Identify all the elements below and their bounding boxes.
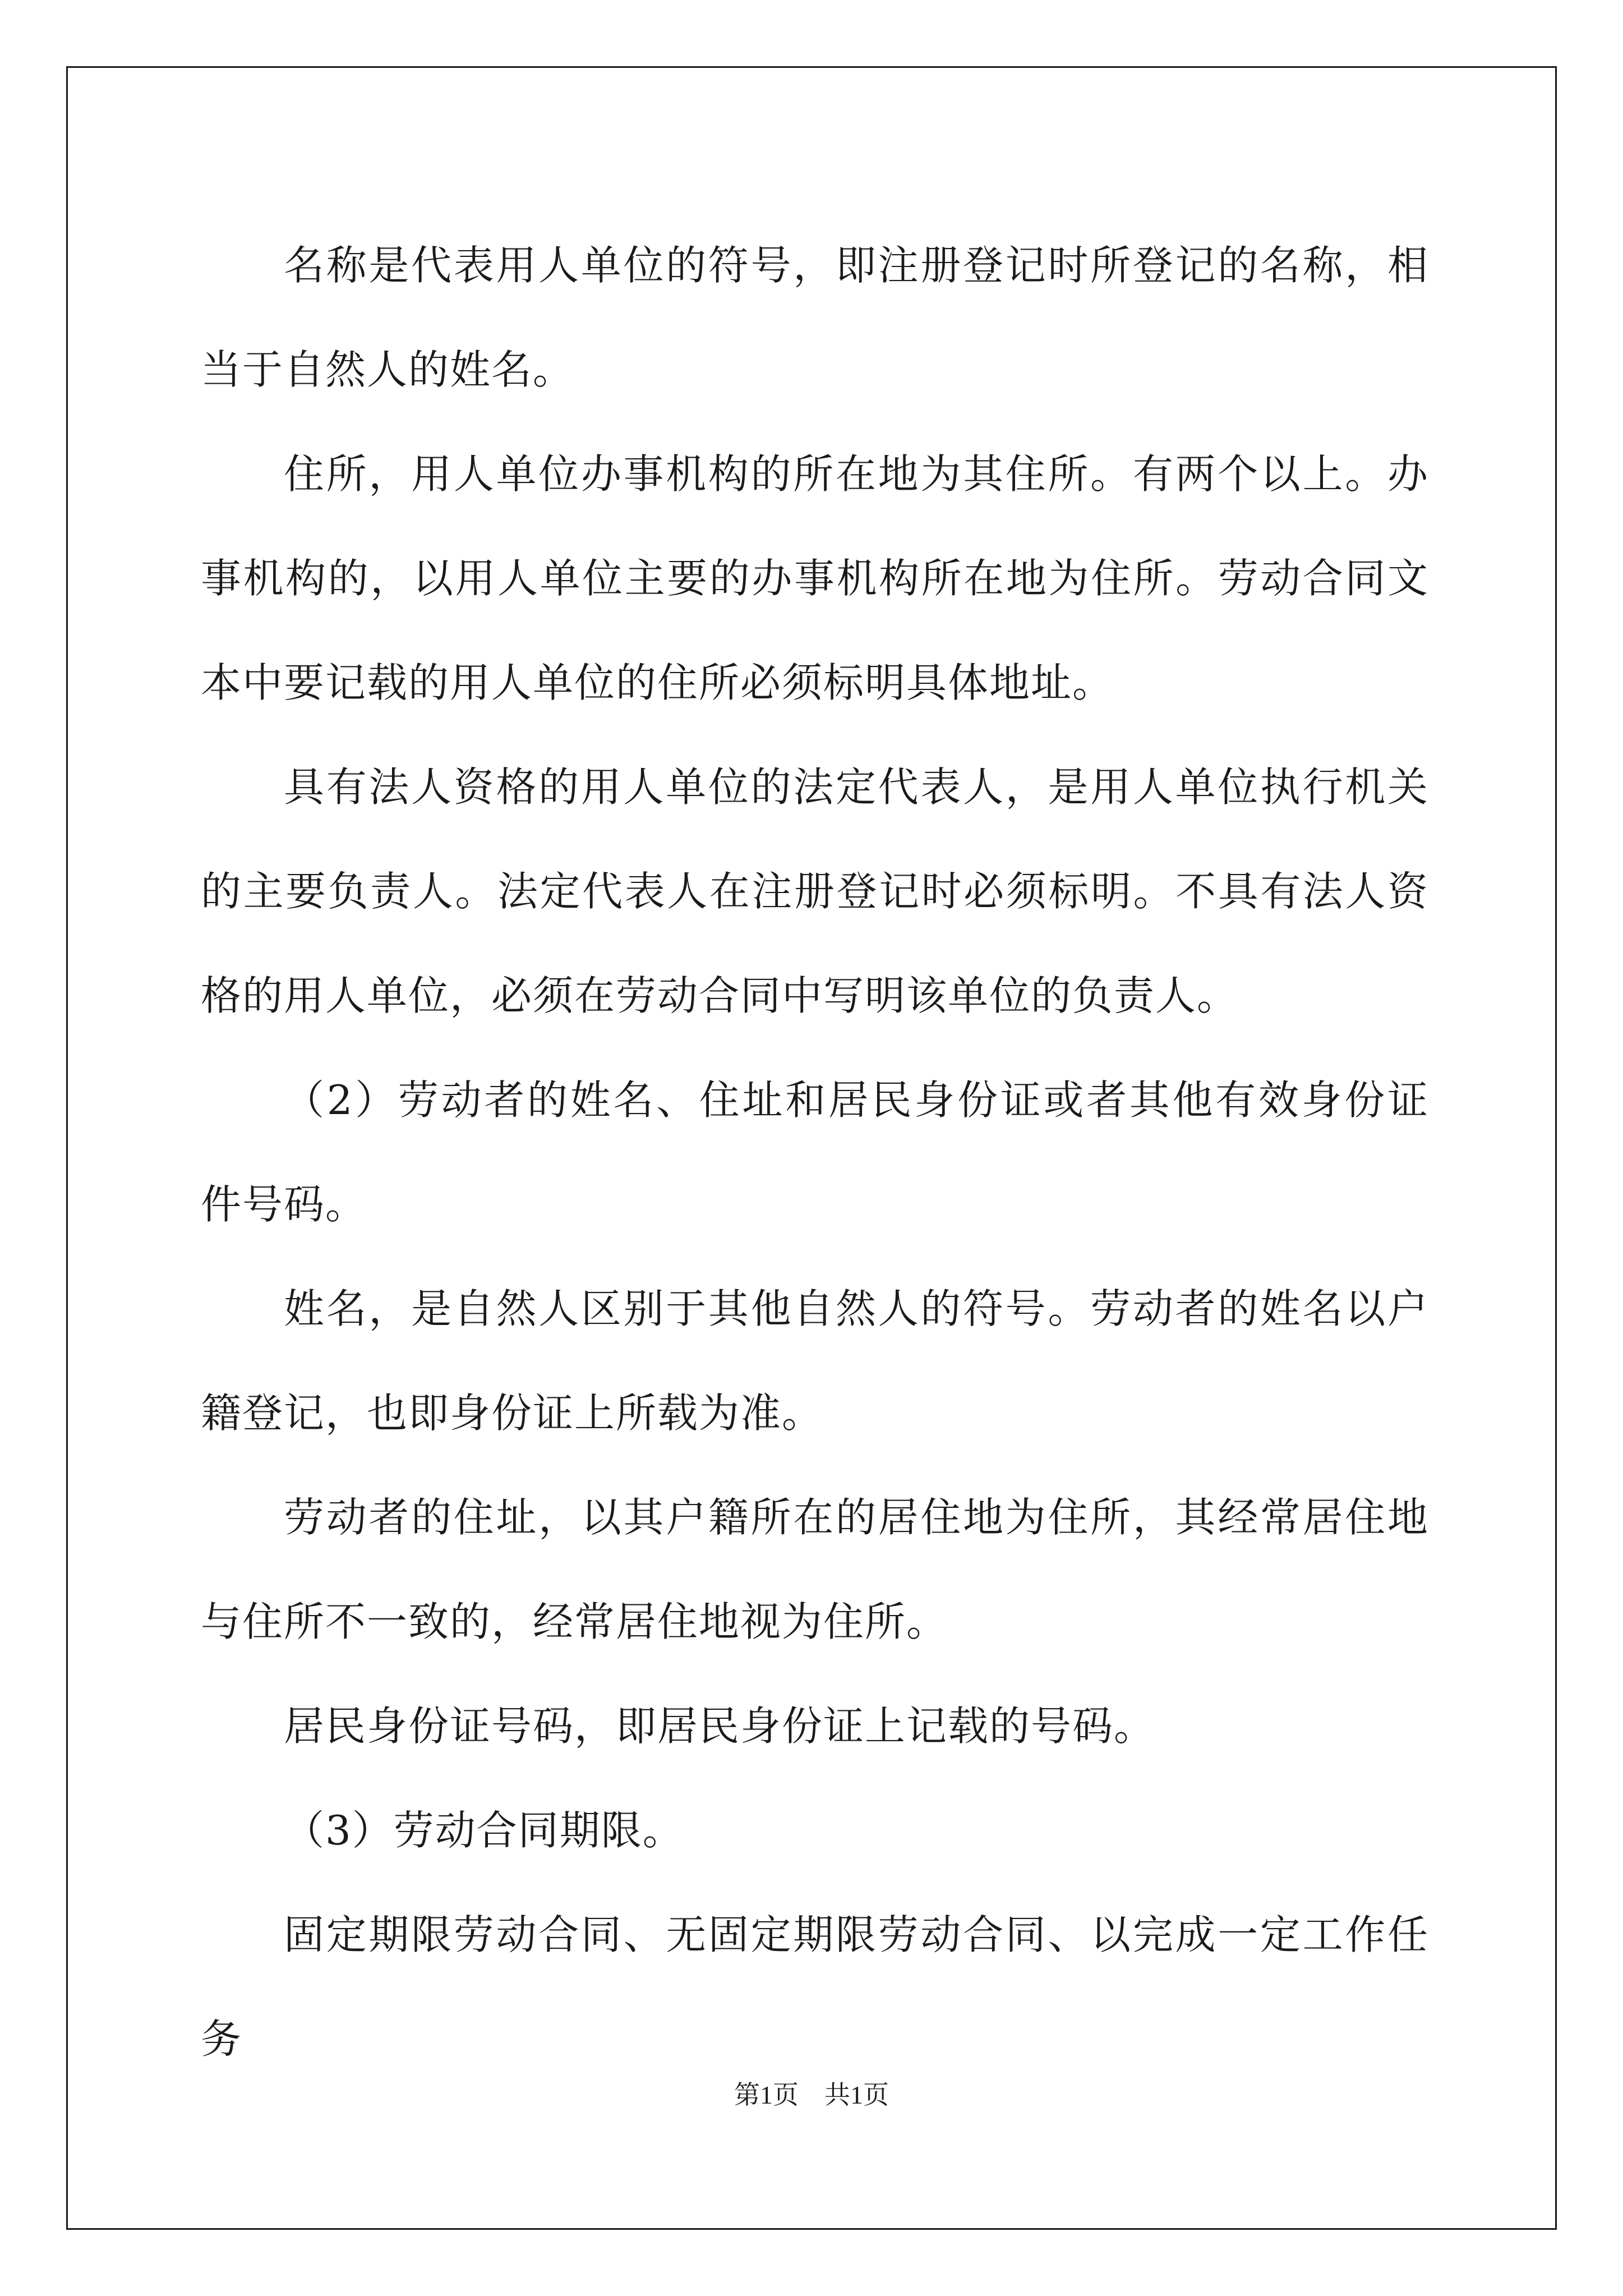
paragraph-name-definition: 名称是代表用人单位的符号，即注册登记时所登记的名称，相当于自然人的姓名。 (201, 242, 1429, 393)
page-number-label: 第1页 共1页 (734, 2081, 889, 2109)
document-body (201, 213, 1429, 2091)
paragraph-contract-types: 固定期限劳动合同、无固定期限劳动合同、以完成一定工作任务 (201, 1911, 1429, 2063)
paragraph-domicile: 住所，用人单位办事机构的所在地为其住所。有两个以上。办事机构的，以用人单位主要的办事机构所在地为住所。劳动合同文本中要记载的用人单位的住所必须标明具体地址。 (201, 450, 1429, 706)
paragraph-worker-address: 劳动者的住址，以其户籍所在的居住地为住所，其经常居住地与住所不一致的，经常居住地视为住所。 (201, 1494, 1429, 1645)
paragraph-worker-name: 姓名，是自然人区别于其他自然人的符号。劳动者的姓名以户籍登记，也即身份证上所载为准。 (201, 1285, 1429, 1437)
page-footer (0, 2074, 1623, 2111)
paragraph-item-3-heading: （3）劳动合同期限。 (284, 1807, 684, 1854)
paragraph-item-2-heading: （2）劳动者的姓名、住址和居民身份证或者其他有效身份证件号码。 (201, 1076, 1429, 1228)
paragraph-id-number: 居民身份证号码，即居民身份证上记载的号码。 (284, 1703, 1156, 1750)
paragraph-legal-representative: 具有法人资格的用人单位的法定代表人，是用人单位执行机关的主要负责人。法定代表人在注册登记时必须标明。不具有法人资格的用人单位，必须在劳动合同中写明该单位的负责人。 (201, 763, 1429, 1019)
